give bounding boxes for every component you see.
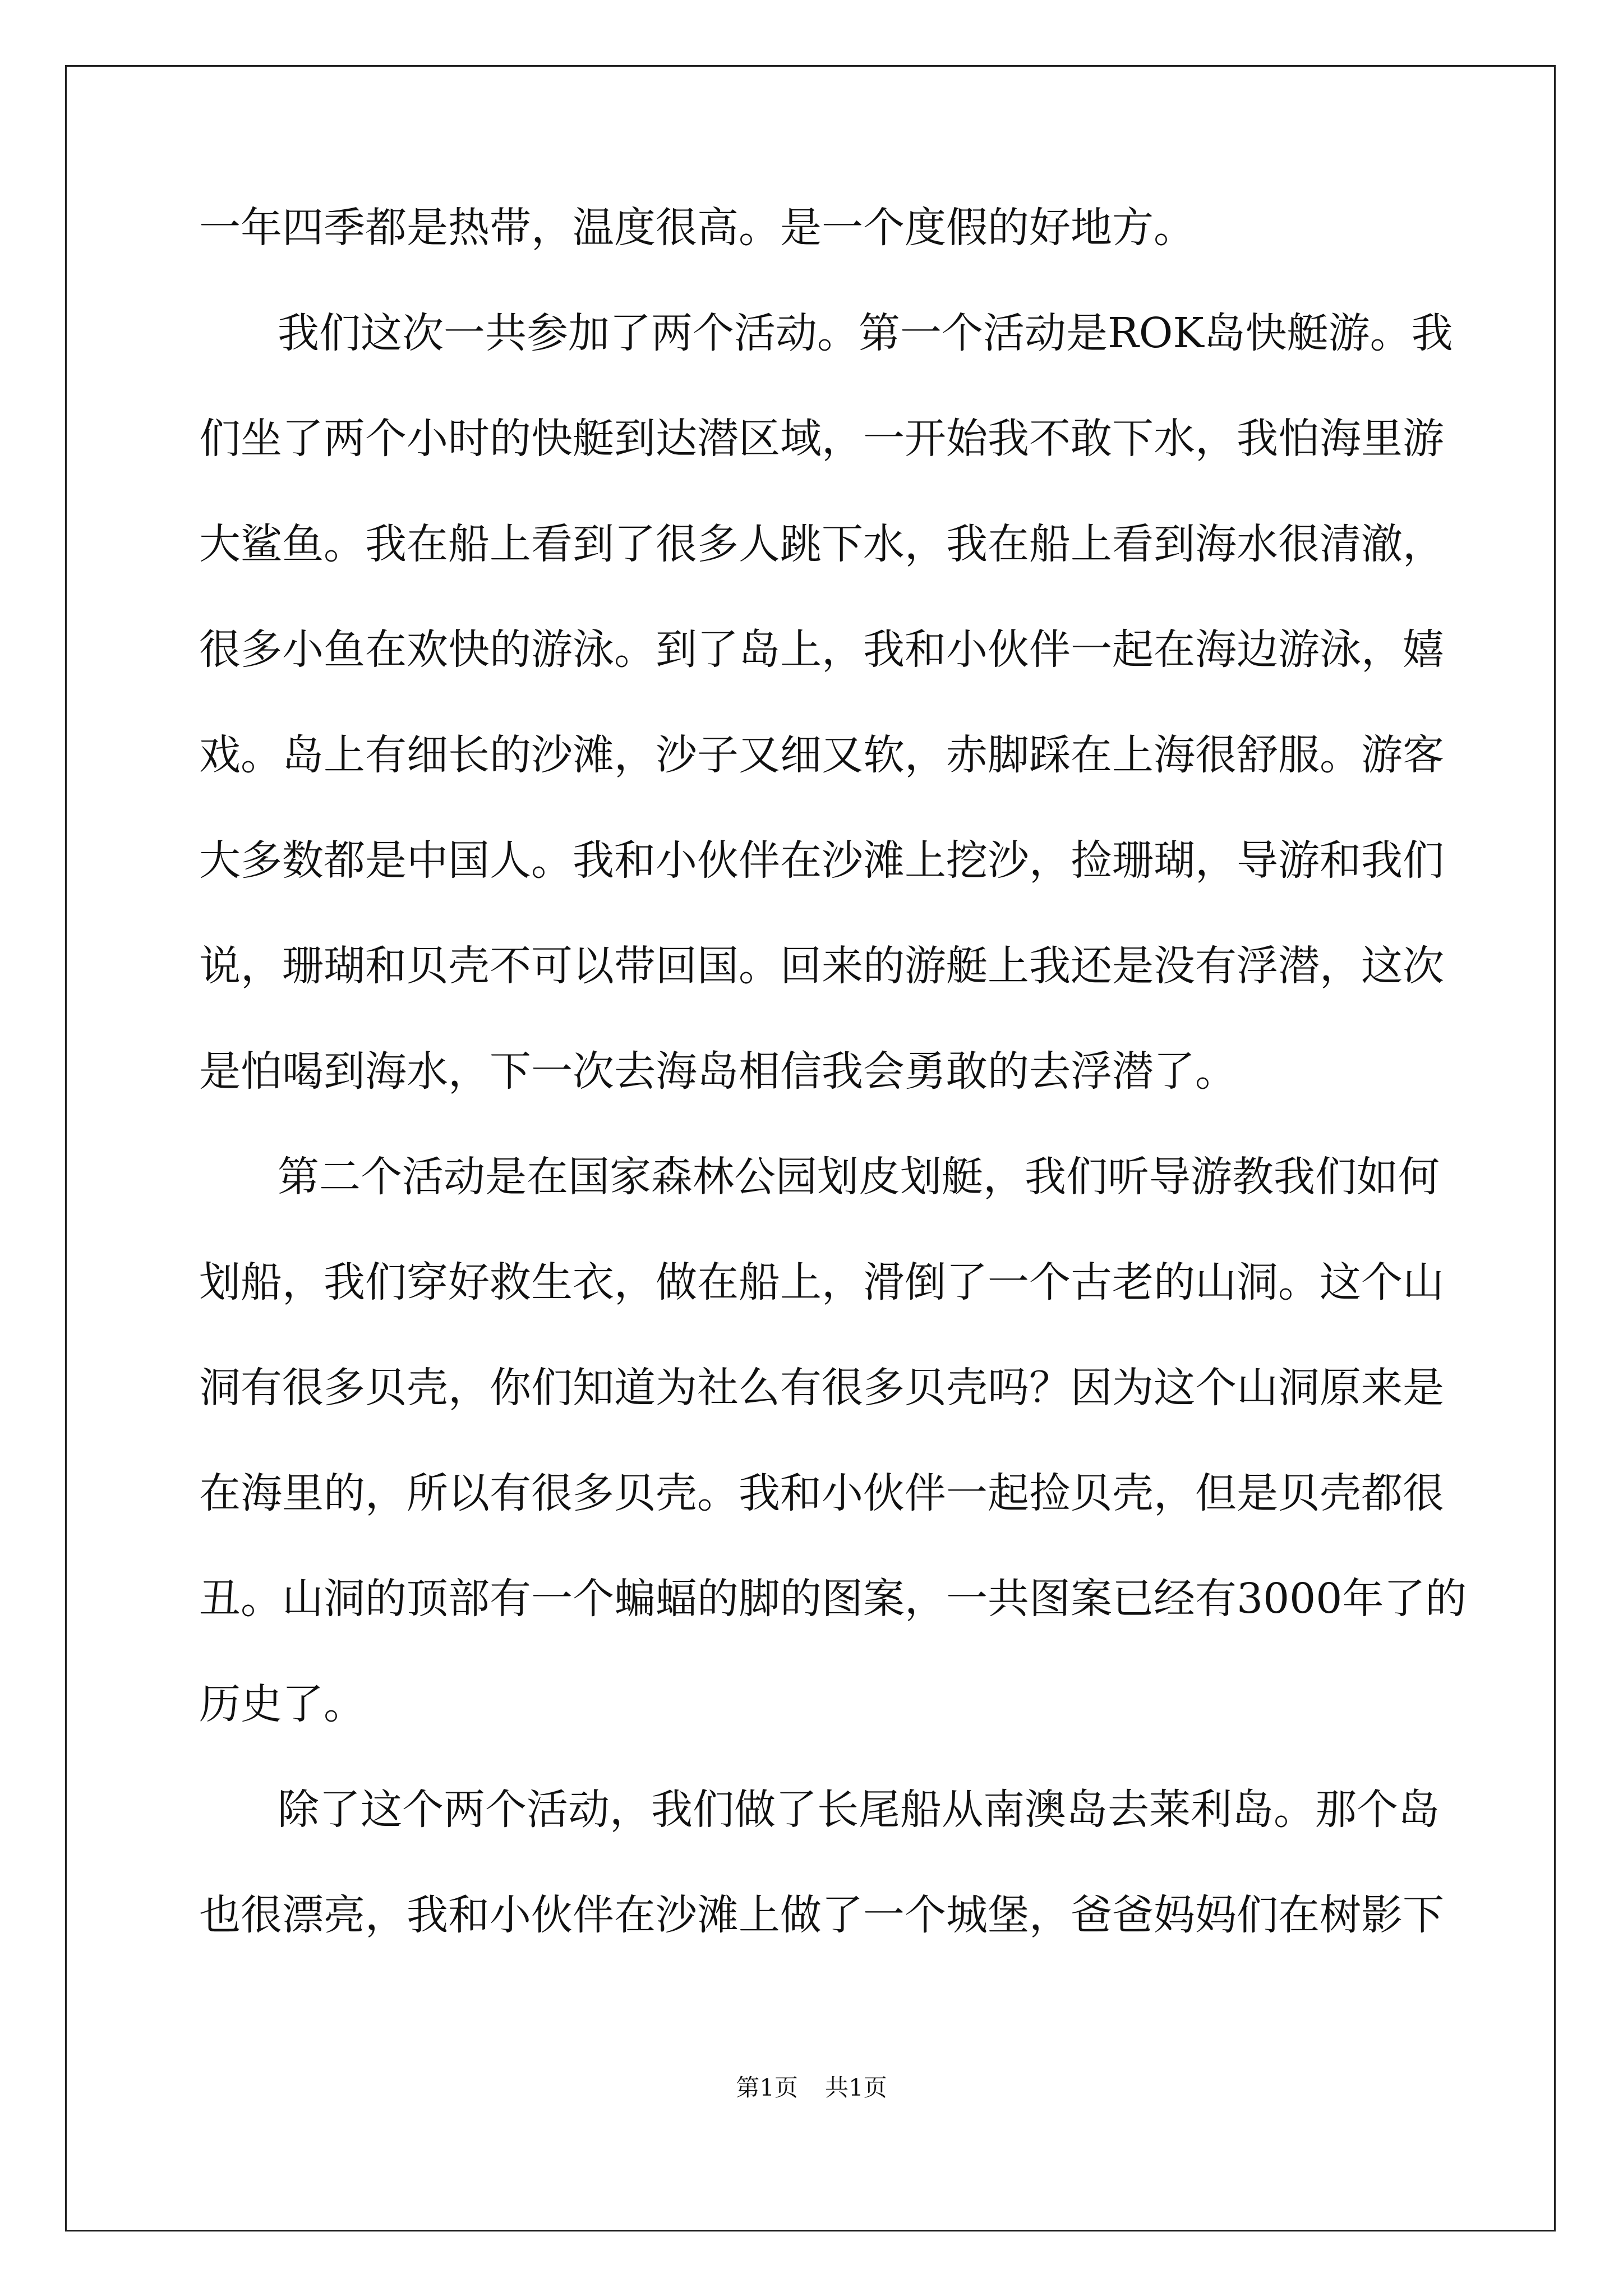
text-line: 大鲨鱼。我在船上看到了很多人跳下水，我在船上看到海水很清澈， [199,520,1444,568]
text-line: 大多数都是中国人。我和小伙伴在沙滩上挖沙，捡珊瑚，导游和我们 [199,836,1444,885]
text-line: 们坐了两个小时的快艇到达潜区域，一开始我不敢下水，我怕海里游 [199,415,1444,463]
text-line: 很多小鱼在欢快的游泳。到了岛上，我和小伙伴一起在海边游泳，嬉 [199,625,1444,674]
text-line: 也很漂亮，我和小伙伴在沙滩上做了一个城堡，爸爸妈妈们在树影下 [199,1891,1444,1939]
text-line: 在海里的，所以有很多贝壳。我和小伙伴一起捡贝壳，但是贝壳都很 [199,1469,1444,1517]
paragraph-first-line: 除了这个两个活动，我们做了长尾船从南澳岛去莱利岛。那个岛 [278,1786,1440,1834]
text-line: 历史了。 [199,1680,365,1728]
text-line: 洞有很多贝壳，你们知道为社么有很多贝壳吗？因为这个山洞原来是 [199,1364,1444,1412]
text-line: 戏。岛上有细长的沙滩，沙子又细又软，赤脚踩在上海很舒服。游客 [199,731,1444,779]
text-line: 一年四季都是热带，温度很高。是一个度假的好地方。 [199,204,1195,252]
text-line: 是怕喝到海水，下一次去海岛相信我会勇敢的去浮潜了。 [199,1047,1237,1096]
page-number: 第1页 [736,2074,798,2101]
page-total: 共1页 [825,2074,887,2101]
text-line: 划船，我们穿好救生衣，做在船上，滑倒了一个古老的山洞。这个山 [199,1258,1444,1306]
paragraph-first-line: 我们这次一共参加了两个活动。第一个活动是ROK岛快艇游。我 [278,309,1453,357]
text-line: 说，珊瑚和贝壳不可以带回国。回来的游艇上我还是没有浮潜，这次 [199,942,1444,990]
paragraph-first-line: 第二个活动是在国家森林公园划皮划艇，我们听导游教我们如何 [278,1153,1440,1201]
text-line: 丑。山洞的顶部有一个蝙蝠的脚的图案，一共图案已经有3000年了的 [199,1575,1467,1623]
page-footer [0,2071,1623,2105]
